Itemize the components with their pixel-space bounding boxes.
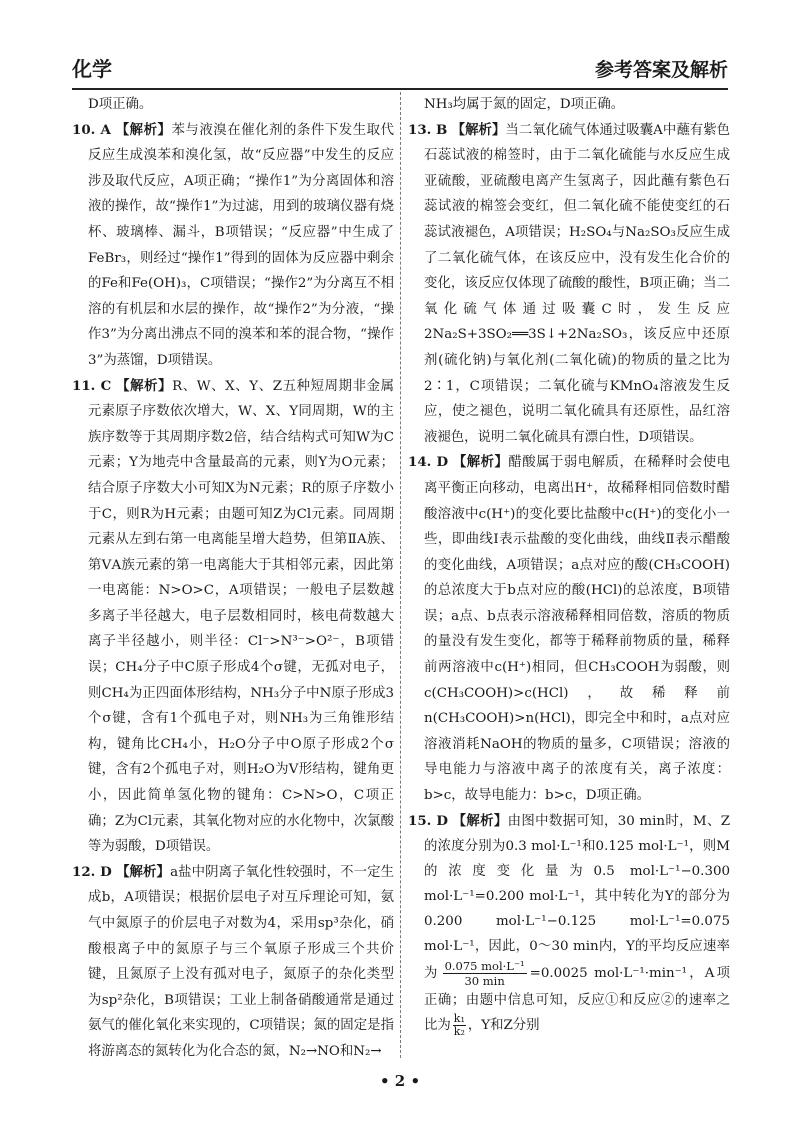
fraction-numerator: 0.075 mol·L⁻¹ xyxy=(444,958,525,973)
answer-body: 当二氧化硫气体通过吸囊A中蘸有紫色石蕊试液的棉签时，由于二氧化硫能与水反应生成亚硫酸，亚硫酸电离产生氢离子，因此蘸有紫色石蕊试液的棉签会变红，但二氧化硫不能使变红的石蕊试液褪色，A项错误；H₂SO₄与Na₂SO₃反应生成了二氧化硫气体，在该反应中，没有发生化合价的变化，该反应仅体现了硫酸的酸性，B项正确；当二氧化硫气体通过吸囊C时，发生反应2Na₂S+3SO₂══3S↓+2Na₂SO₃，该反应中还原剂(硫化钠)与氧化剂(二氧化硫)的物质的量之比为2∶1，C项错误；二氧化硫与KMnO₄溶液发生反应，使之褪色，说明二氧化硫具有还原性，品红溶液褪色，说明二氧化硫具有漂白性，D项错误。 xyxy=(424,122,731,445)
right-column xyxy=(408,92,730,1038)
analysis-tag: 【解析】 xyxy=(452,454,509,471)
answer-number: 12. D xyxy=(72,863,112,880)
answer-number: 11. C xyxy=(72,377,112,394)
analysis-tag: 【解析】 xyxy=(451,121,506,138)
page-header xyxy=(72,40,728,90)
analysis-tag: 【解析】 xyxy=(116,863,171,880)
answer-number: 10. A xyxy=(72,121,111,138)
continued-text: NH₃均属于氮的固定，D项正确。 xyxy=(424,97,625,112)
answer-body: 醋酸属于弱电解质，在稀释时会使电离平衡正向移动，电离出H⁺，故稀释相同倍数时醋酸溶液中c(H⁺)的变化要比盐酸中c(H⁺)的变化小一些，即曲线Ⅰ表示盐酸的变化曲线，曲线Ⅱ表示醋酸的变化曲线，A项错误；a点对应的酸(CH₃COOH)的总浓度大于b点对应的酸(HCl)的总浓度，B项错误；a点、b点表示溶液稀释相同倍数，溶质的物质的量没有发生变化，都等于稀释前物质的量，稀释前两溶液中c(H⁺)相同，但CH₃COOH为弱酸，则c(CH₃COOH)>c(HCl)，故稀释前n(CH₃COOH)>n(HCl)，即完全中和时，a点对应溶液消耗NaOH的物质的量多，C项错误；溶液的导电能力与溶液中离子的浓度有关，离子浓度：b>c，故导电能力：b>c，D项正确。 xyxy=(424,455,731,804)
answer-body: R、W、X、Y、Z五种短周期非金属元素原子序数依次增大，W、X、Y同周期，W的主族序数等于其周期序数2倍，结合结构式可知W为C元素；Y为地壳中含量最高的元素，则Y为O元素；结合原子序数大小可知X为N元素；R的原子序数小于C，则R为H元素；由题可知Z为Cl元素。同周期元素从左到右第一电离能呈增大趋势，但第ⅡA族、第ⅤA族元素的第一电离能大于其相邻元素，因此第一电离能：N>O>C，A项错误；一般电子层数越多离子半径越大，电子层数相同时，核电荷数越大离子半径越小，则半径：Cl⁻>N³⁻>O²⁻，B项错误；CH₄分子中C原子形成4个σ键，无孤对电子，则CH₄为正四面体形结构，NH₃分子中N原子形成3个σ键，含有1个孤电子对，则NH₃为三角锥形结构，键角比CH₄小，H₂O分子中O原子形成2个σ键，含有2个孤电子对，则H₂O为V形结构，键角更小，因此简单氢化物的键角：C>N>O，C项正确；Z为Cl元素，其氧化物对应的水化物中，次氯酸等为弱酸，D项错误。 xyxy=(88,378,395,855)
analysis-tag: 【解析】 xyxy=(452,812,508,829)
ratio-fraction xyxy=(453,1013,466,1038)
subject-title: 化学 xyxy=(72,57,112,81)
answer-body: ，Y和Z分别 xyxy=(467,1017,540,1033)
page-number: • 2 • xyxy=(379,1072,421,1090)
fraction-numerator: k₁ xyxy=(453,1011,465,1025)
answer-15 xyxy=(408,809,730,1038)
answer-10 xyxy=(72,118,394,374)
left-column xyxy=(72,92,394,1065)
answer-number: 14. D xyxy=(408,454,449,471)
answer-body: a盐中阴离子氧化性较强时，不一定生成b，A项错误；根据价层电子对互斥理论可知，氨气中氮原子的价层电子对数为4，采用sp³杂化，硝酸根离子中的氮原子与三个氧原子形成三个共价键，且氮原子上没有孤对电子，氮原子的杂化类型为sp²杂化，B项错误；工业上制备硝酸通常是通过氨气的催化氧化来实现的，C项错误；氮的固定是指将游离态的氮转化为化合态的氮，N₂→NO和N₂→ xyxy=(88,864,395,1059)
answer-number: 13. B xyxy=(408,121,448,138)
rate-fraction xyxy=(443,959,527,988)
answer-12 xyxy=(72,860,394,1065)
analysis-tag: 【解析】 xyxy=(115,121,172,138)
answer-13 xyxy=(408,118,730,451)
answer-14 xyxy=(408,450,730,808)
fraction-denominator: k₂ xyxy=(453,1024,465,1038)
answer-body: 由图中数据可知，30 min时，M、Z的浓度分别为0.3 mol·L⁻¹和0.125 mol·L⁻¹，则M的浓度变化量为0.5 mol·L⁻¹−0.300 mol·L⁻¹=0.200 mol·L⁻¹，其中转化为Y的部分为0.200 mol·L⁻¹−0.125 mol·L⁻¹=0.075 mol·L⁻¹，因此，0～30 min内，Y的平均反应速率为 xyxy=(424,813,731,981)
answer-number: 15. D xyxy=(408,812,448,829)
continued-text: D项正确。 xyxy=(88,97,153,112)
analysis-tag: 【解析】 xyxy=(116,377,173,394)
answer-body: =0.0025 mol·L⁻¹·min⁻¹，A项正确；由题中信息可知，反应①和反应②的速率之比为 xyxy=(424,965,730,1033)
document-kind: 参考答案及解析 xyxy=(594,59,728,81)
answer-body: 苯与液溴在催化剂的条件下发生取代反应生成溴苯和溴化氢，故“反应器”中发生的反应涉及取代反应，A项正确；“操作1”为分离固体和溶液的操作，故“操作1”为过滤，用到的玻璃仪器有烧杯、玻璃棒、漏斗，B项错误；“反应器”中生成了FeBr₃，则经过“操作1”得到的固体为反应器中剩余的Fe和Fe(OH)₃，C项错误；“操作2”为分离互不相溶的有机层和水层的操作，故“操作2”为分液，“操作3”为分离出沸点不同的溴苯和苯的混合物，“操作3”为蒸馏，D项错误。 xyxy=(88,122,394,368)
answer-11 xyxy=(72,374,394,860)
column-divider xyxy=(400,92,401,1058)
fraction-denominator: 30 min xyxy=(464,973,505,988)
